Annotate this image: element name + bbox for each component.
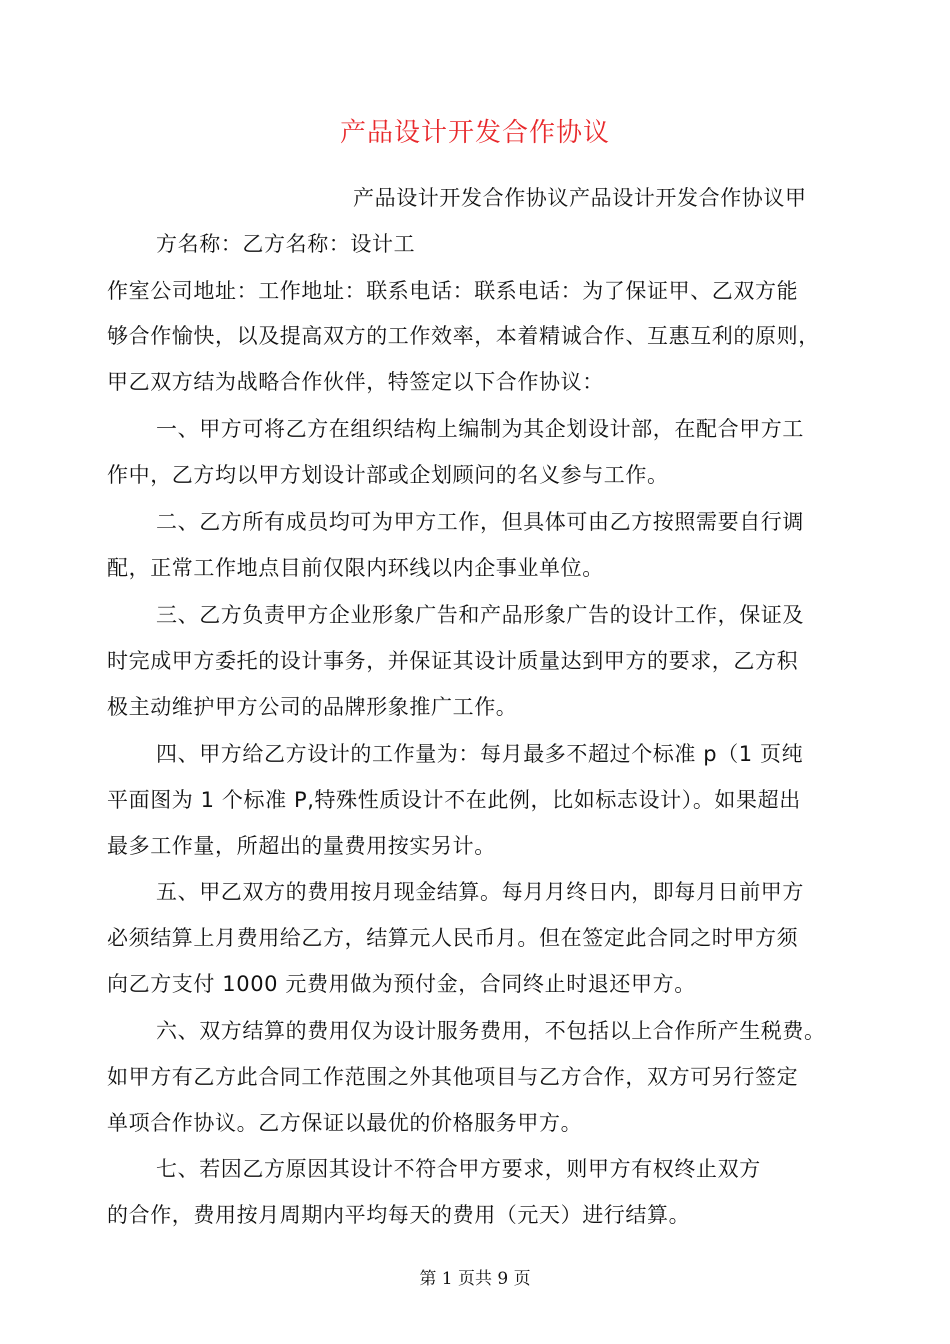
body-line: 作室公司地址：工作地址：联系电话：联系电话：为了保证甲、乙双方能 xyxy=(107,279,799,303)
page-number: 第 1 页共 9 页 xyxy=(419,1269,531,1289)
body-line: 二、乙方所有成员均可为甲方工作，但具体可由乙方按照需要自行调 xyxy=(156,510,804,534)
body-line: 方名称：乙方名称：设计工 xyxy=(156,232,416,256)
body-line: 五、甲乙双方的费用按月现金结算。每月月终日内，即每月日前甲方 xyxy=(156,880,804,904)
body-line: 时完成甲方委托的设计事务，并保证其设计质量达到甲方的要求，乙方积 xyxy=(107,649,799,673)
body-line: 七、若因乙方原因其设计不符合甲方要求，则甲方有权终止双方 xyxy=(156,1157,761,1181)
document-title: 产品设计开发合作协议 xyxy=(339,118,610,148)
body-line: 甲乙双方结为战略合作伙伴，特签定以下合作协议： xyxy=(107,370,604,394)
body-line: 向乙方支付 1000 元费用做为预付金，合同终止时退还甲方。 xyxy=(107,972,696,996)
body-line: 的合作，费用按月周期内平均每天的费用（元天）进行结算。 xyxy=(107,1203,691,1227)
body-line: 作中，乙方均以甲方划设计部或企划顾问的名义参与工作。 xyxy=(107,463,669,487)
body-line: 六、双方结算的费用仅为设计服务费用，不包括以上合作所产生税费。 xyxy=(156,1019,826,1043)
body-line: 一、甲方可将乙方在组织结构上编制为其企划设计部，在配合甲方工 xyxy=(156,417,804,441)
body-line: 最多工作量，所超出的量费用按实另计。 xyxy=(107,834,496,858)
body-line: 三、乙方负责甲方企业形象广告和产品形象广告的设计工作，保证及 xyxy=(156,603,804,627)
body-line: 极主动维护甲方公司的品牌形象推广工作。 xyxy=(107,695,518,719)
body-line: 产品设计开发合作协议产品设计开发合作协议甲 xyxy=(353,186,807,210)
body-line: 够合作愉快，以及提高双方的工作效率，本着精诚合作、互惠互利的原则， xyxy=(107,324,820,348)
body-line: 配，正常工作地点目前仅限内环线以内企事业单位。 xyxy=(107,556,604,580)
body-line: 如甲方有乙方此合同工作范围之外其他项目与乙方合作，双方可另行签定 xyxy=(107,1065,799,1089)
body-line: 四、甲方给乙方设计的工作量为：每月最多不超过个标准 p（1 页纯 xyxy=(156,742,804,766)
body-line: 平面图为 1 个标准 P,特殊性质设计不在此例，比如标志设计）。如果超出 xyxy=(107,788,801,812)
body-line: 单项合作协议。乙方保证以最优的价格服务甲方。 xyxy=(107,1111,583,1135)
body-line: 必须结算上月费用给乙方，结算元人民币月。但在签定此合同之时甲方须 xyxy=(107,926,799,950)
